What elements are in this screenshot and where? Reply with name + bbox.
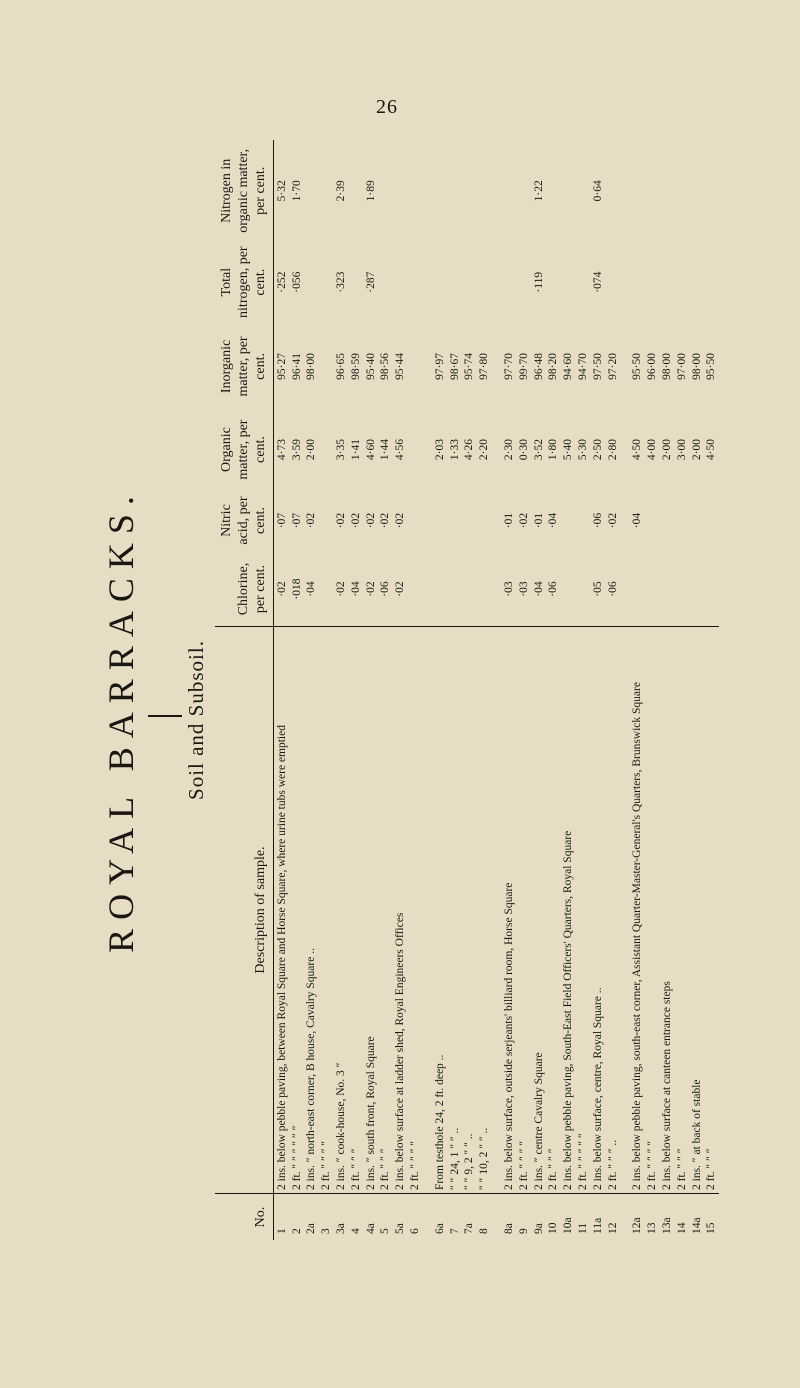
organic-nitrogen-value [304, 140, 319, 242]
organic-nitrogen-value: 1·89 [364, 180, 377, 202]
inorganic-matter-value: 95·27 [275, 353, 288, 380]
chlorine-value: ·02 [394, 581, 407, 597]
total-nitrogen-value [689, 242, 704, 323]
inorganic-matter-value: 95·50 [705, 353, 718, 380]
row-description: 2 ins. ″ centre Cavalry Square [531, 627, 546, 1194]
organic-nitrogen-value [319, 140, 334, 242]
table-row [304, 140, 319, 1240]
inorganic-matter-value: 94·70 [576, 353, 589, 380]
col-header-no: No. [215, 1194, 274, 1241]
row-description: 2 ft. ″ ″ ″ [546, 627, 561, 1194]
total-nitrogen-value: ·252 [275, 271, 288, 293]
inorganic-matter-value: 97·50 [591, 353, 604, 380]
chlorine-value: ·05 [591, 581, 604, 597]
chlorine-value: ·02 [275, 581, 288, 597]
col-header-description: Description of sample. [215, 627, 274, 1194]
organic-matter-value: 2·00 [690, 439, 703, 461]
chlorine-value [576, 552, 591, 626]
col-header-total-nitrogen: Total nitrogen, per cent. [215, 242, 274, 323]
row-description: 2 ins. ″ at back of stable [689, 627, 704, 1194]
chlorine-value [689, 552, 704, 626]
nitric-acid-value: ·04 [547, 512, 560, 529]
organic-matter-value: 3·59 [290, 439, 303, 461]
chlorine-value [674, 552, 689, 626]
row-description: 2 ins. below pebble paving, south-east corner, Assistant Quarter-Master-General's Quarters, Brunswick Square [630, 627, 645, 1194]
organic-nitrogen-value [477, 140, 492, 242]
row-number: 2 [290, 1228, 303, 1234]
organic-nitrogen-value [689, 140, 704, 242]
row-number: 8a [502, 1223, 515, 1234]
chlorine-value: ·04 [305, 581, 318, 597]
table-row [289, 140, 304, 1240]
row-description: 2 ins. below pebble paving, between Royal Square and Horse Square, where urine tubs were emptied [274, 627, 289, 1194]
nitric-acid-value [447, 489, 462, 552]
organic-matter-value: 4·26 [463, 439, 476, 461]
organic-nitrogen-value: 1·22 [532, 180, 545, 202]
nitric-acid-value: ·07 [275, 512, 288, 529]
inorganic-matter-value: 97·70 [502, 353, 515, 380]
organic-nitrogen-value [378, 140, 393, 242]
organic-nitrogen-value [630, 140, 645, 242]
organic-nitrogen-value: 5·32 [275, 180, 288, 202]
total-nitrogen-value [660, 242, 675, 323]
nitric-acid-value [477, 489, 492, 552]
nitric-acid-value [645, 489, 660, 552]
row-description: 2 ins. below surface, centre, Royal Square .. [590, 627, 605, 1194]
nitric-acid-value: ·02 [606, 512, 619, 529]
row-gap [492, 140, 502, 1240]
chlorine-value [645, 552, 660, 626]
organic-matter-value: 4·00 [646, 439, 659, 461]
table-heading: ROYAL BARRACKS. [101, 487, 141, 953]
table-row [531, 140, 546, 1240]
row-description: 2 ft. ″ ″ ″ ″ ″ [576, 627, 591, 1194]
inorganic-matter-value: 96·65 [334, 353, 347, 380]
nitric-acid-value: ·04 [631, 512, 644, 529]
organic-nitrogen-value [561, 140, 576, 242]
row-description: ″ ″ 10, 2 ″ ″ .. [477, 627, 492, 1194]
organic-matter-value: 1·80 [547, 439, 560, 461]
inorganic-matter-value: 98·56 [379, 353, 392, 380]
table-row [502, 140, 517, 1240]
nitric-acid-value: ·02 [517, 512, 530, 529]
nitric-acid-value [689, 489, 704, 552]
organic-matter-value: 4·50 [705, 439, 718, 461]
row-number: 15 [705, 1222, 718, 1234]
row-description: 2 ins. ″ north-east corner, B house, Cavalry Square .. [304, 627, 319, 1194]
total-nitrogen-value [502, 242, 517, 323]
organic-matter-value: 1·44 [379, 439, 392, 461]
nitric-acid-value: ·01 [502, 512, 515, 529]
organic-nitrogen-value [502, 140, 517, 242]
inorganic-matter-value: 96·00 [646, 353, 659, 380]
row-number: 5a [394, 1223, 407, 1234]
total-nitrogen-value [447, 242, 462, 323]
row-description: 2 ft. ″ ″ ″ [674, 627, 689, 1194]
chlorine-value: ·03 [517, 581, 530, 597]
total-nitrogen-value [630, 242, 645, 323]
row-number: 12 [606, 1222, 619, 1234]
total-nitrogen-value: ·287 [364, 271, 377, 293]
row-number: 11 [576, 1222, 589, 1234]
chlorine-value [462, 552, 477, 626]
organic-matter-value: 1·41 [349, 439, 362, 461]
chlorine-value: ·02 [334, 581, 347, 597]
chlorine-value [408, 552, 423, 626]
table-row [660, 140, 675, 1240]
nitric-acid-value [432, 489, 447, 552]
row-number: 6a [433, 1223, 446, 1234]
nitric-acid-value: ·02 [379, 512, 392, 529]
organic-nitrogen-value [576, 140, 591, 242]
row-number: 3 [320, 1228, 333, 1234]
inorganic-matter-value: 98·00 [660, 353, 673, 380]
inorganic-matter-value: 98·00 [305, 353, 318, 380]
inorganic-matter-value: 96·41 [290, 353, 303, 380]
nitric-acid-value [660, 489, 675, 552]
organic-matter-value: 4·73 [275, 439, 288, 461]
row-description: 2 ft. ″ ″ ″ ″ ″ ″ [289, 627, 304, 1194]
organic-nitrogen-value [645, 140, 660, 242]
chlorine-value [447, 552, 462, 626]
total-nitrogen-value [561, 242, 576, 323]
row-number: 10 [547, 1222, 560, 1234]
table-row [363, 140, 378, 1240]
organic-nitrogen-value: 0·64 [591, 180, 604, 202]
total-nitrogen-value [516, 242, 531, 323]
inorganic-matter-value: 99·70 [517, 353, 530, 380]
organic-matter-value: 2·50 [591, 439, 604, 461]
organic-matter-value: 1·33 [448, 439, 461, 461]
total-nitrogen-value: ·323 [334, 271, 347, 293]
table-body [274, 140, 719, 1240]
row-number: 6 [408, 1228, 421, 1234]
row-number: 11a [591, 1217, 604, 1234]
row-description: 2 ft. ″ ″ ″ [348, 627, 363, 1194]
row-number: 4 [349, 1228, 362, 1234]
total-nitrogen-value [462, 242, 477, 323]
inorganic-matter-value: 95·74 [463, 353, 476, 380]
organic-nitrogen-value [348, 140, 363, 242]
organic-matter-value: 3·35 [334, 439, 347, 461]
total-nitrogen-value [605, 242, 620, 323]
table-row [590, 140, 605, 1240]
nitric-acid-value [462, 489, 477, 552]
inorganic-matter-value: 95·44 [394, 353, 407, 380]
organic-nitrogen-value [674, 140, 689, 242]
row-description: ″ ″ 9, 2 ″ ″ .. [462, 627, 477, 1194]
inorganic-matter-value: 98·00 [690, 353, 703, 380]
organic-nitrogen-value [432, 140, 447, 242]
inorganic-matter-value: 95·40 [364, 353, 377, 380]
chlorine-value [319, 552, 334, 626]
inorganic-matter-value: 98·59 [349, 353, 362, 380]
row-description: ″ ″ 24, 1 ″ ″ .. [447, 627, 462, 1194]
organic-nitrogen-value [516, 140, 531, 242]
nitric-acid-value [319, 489, 334, 552]
organic-nitrogen-value [408, 140, 423, 242]
organic-nitrogen-value [605, 140, 620, 242]
chlorine-value: ·06 [547, 581, 560, 597]
row-number: 10a [562, 1217, 575, 1234]
chlorine-value: ·018 [290, 578, 303, 600]
row-number: 14 [675, 1222, 688, 1234]
row-gap [620, 140, 630, 1240]
organic-matter-value: 4·50 [631, 439, 644, 461]
table-row [462, 140, 477, 1240]
row-description: 2 ins. ″ south front, Royal Square [363, 627, 378, 1194]
row-number: 1 [275, 1228, 288, 1234]
row-description: 2 ft. ″ ″ ″ ″ [645, 627, 660, 1194]
row-number: 2a [305, 1223, 318, 1234]
organic-matter-value: 4·56 [394, 439, 407, 461]
inorganic-matter-value: 96·48 [532, 353, 545, 380]
row-description: 2 ft. ″ ″ ″ ″ [319, 627, 334, 1194]
col-header-inorganic-matter: Inorganic matter, per cent. [215, 323, 274, 410]
table-row [516, 140, 531, 1240]
nitric-acid-value [674, 489, 689, 552]
nitric-acid-value: ·02 [334, 512, 347, 529]
total-nitrogen-value [408, 242, 423, 323]
row-gap [422, 140, 432, 1240]
row-number: 13a [660, 1217, 673, 1234]
total-nitrogen-value: ·056 [290, 271, 303, 293]
chlorine-value: ·06 [379, 581, 392, 597]
organic-matter-value: 3·00 [675, 439, 688, 461]
nitric-acid-value: ·02 [364, 512, 377, 529]
row-number: 9a [532, 1223, 545, 1234]
row-number: 5 [379, 1228, 392, 1234]
table-row [447, 140, 462, 1240]
organic-nitrogen-value [704, 140, 719, 242]
total-nitrogen-value [348, 242, 363, 323]
row-description: 2 ft. ″ ″ ″ ″ [408, 627, 423, 1194]
row-description: 2 ft. ″ ″ ″ [704, 627, 719, 1194]
inorganic-matter-value: 94·60 [562, 353, 575, 380]
nitric-acid-value: ·02 [394, 512, 407, 529]
row-number: 7 [448, 1228, 461, 1234]
organic-nitrogen-value [447, 140, 462, 242]
header-row [215, 140, 274, 1240]
table-subheading: Soil and Subsoil. [184, 640, 208, 800]
organic-nitrogen-value: 1·70 [290, 180, 303, 202]
chlorine-value [704, 552, 719, 626]
row-number: 9 [517, 1228, 530, 1234]
table-row [561, 140, 576, 1240]
nitric-acid-value [704, 489, 719, 552]
total-nitrogen-value [378, 242, 393, 323]
chlorine-value [477, 552, 492, 626]
total-nitrogen-value [704, 242, 719, 323]
inorganic-matter-value: 98·67 [448, 353, 461, 380]
organic-matter-value: 5·30 [576, 439, 589, 461]
table-row [689, 140, 704, 1240]
row-description: 2 ins. below pebble paving, South-East Field Officers' Quarters, Royal Square [561, 627, 576, 1194]
table-row [432, 140, 447, 1240]
chlorine-value: ·06 [606, 581, 619, 597]
row-description: 2 ins. below surface at canteen entrance steps [660, 627, 675, 1194]
total-nitrogen-value [576, 242, 591, 323]
total-nitrogen-value [546, 242, 561, 323]
table-row [378, 140, 393, 1240]
organic-matter-value: 2·03 [433, 439, 446, 461]
organic-matter-value: 5·40 [562, 439, 575, 461]
row-number: 13 [646, 1222, 659, 1234]
inorganic-matter-value [319, 323, 334, 410]
inorganic-matter-value [408, 323, 423, 410]
total-nitrogen-value: ·119 [532, 271, 545, 293]
rotated-table-block [100, 100, 800, 1300]
row-number: 7a [463, 1223, 476, 1234]
inorganic-matter-value: 97·00 [675, 353, 688, 380]
nitric-acid-value: ·01 [532, 512, 545, 529]
row-description: 2 ins. below surface, outside serjeants' billiard room, Horse Square [502, 627, 517, 1194]
nitric-acid-value [576, 489, 591, 552]
row-number: 14a [690, 1217, 703, 1234]
table-row [605, 140, 620, 1240]
page-number: 26 [376, 96, 398, 118]
total-nitrogen-value [477, 242, 492, 323]
row-number: 12a [631, 1217, 644, 1234]
nitric-acid-value: ·02 [349, 512, 362, 529]
soil-analysis-table [215, 140, 719, 1240]
chlorine-value: ·03 [502, 581, 515, 597]
table-row [393, 140, 408, 1240]
col-header-chlorine: Chlorine, per cent. [215, 552, 274, 626]
row-description: 2 ft. ″ ″ ″ ″ [516, 627, 531, 1194]
table-row [645, 140, 660, 1240]
row-description: 2 ft. ″ ″ ″ [378, 627, 393, 1194]
total-nitrogen-value [674, 242, 689, 323]
organic-nitrogen-value [546, 140, 561, 242]
organic-nitrogen-value [660, 140, 675, 242]
chlorine-value: ·02 [364, 581, 377, 597]
col-header-organic-matter: Organic matter, per cent. [215, 410, 274, 489]
table-row [630, 140, 645, 1240]
table-row [274, 140, 289, 1240]
table-row [477, 140, 492, 1240]
inorganic-matter-value: 97·80 [478, 353, 491, 380]
table-row [348, 140, 363, 1240]
organic-matter-value: 2·80 [606, 439, 619, 461]
organic-matter-value: 2·20 [478, 439, 491, 461]
table-row [408, 140, 423, 1240]
table-row [674, 140, 689, 1240]
chlorine-value [432, 552, 447, 626]
total-nitrogen-value [319, 242, 334, 323]
organic-nitrogen-value [462, 140, 477, 242]
chlorine-value [660, 552, 675, 626]
chlorine-value [630, 552, 645, 626]
row-number: 4a [364, 1223, 377, 1234]
col-header-nitrogen-organic: Nitrogen in organic matter, per cent. [215, 140, 274, 242]
organic-matter-value [408, 410, 423, 489]
nitric-acid-value: ·02 [305, 512, 318, 529]
chlorine-value [561, 552, 576, 626]
chlorine-value: ·04 [532, 581, 545, 597]
nitric-acid-value [408, 489, 423, 552]
col-header-nitric-acid: Nitric acid, per cent. [215, 489, 274, 552]
row-number: 8 [478, 1228, 491, 1234]
organic-matter-value: 2·00 [660, 439, 673, 461]
organic-nitrogen-value: 2·39 [334, 180, 347, 202]
total-nitrogen-value [432, 242, 447, 323]
table-row [334, 140, 349, 1240]
inorganic-matter-value: 95·50 [631, 353, 644, 380]
heading-divider [148, 716, 182, 718]
organic-matter-value: 4·60 [364, 439, 377, 461]
table-row [704, 140, 719, 1240]
nitric-acid-value: ·06 [591, 512, 604, 529]
inorganic-matter-value: 97·97 [433, 353, 446, 380]
organic-nitrogen-value [393, 140, 408, 242]
table-row [546, 140, 561, 1240]
organic-matter-value: 0·30 [517, 439, 530, 461]
total-nitrogen-value: ·074 [591, 271, 604, 293]
row-description: 2 ft. ″ ″ ″ .. [605, 627, 620, 1194]
table-row [319, 140, 334, 1240]
inorganic-matter-value: 98·20 [547, 353, 560, 380]
row-description: From testhole 24, 2 ft. deep .. [432, 627, 447, 1194]
total-nitrogen-value [304, 242, 319, 323]
total-nitrogen-value [393, 242, 408, 323]
chlorine-value: ·04 [349, 581, 362, 597]
organic-matter-value [319, 410, 334, 489]
table-row [576, 140, 591, 1240]
organic-matter-value: 3·52 [532, 439, 545, 461]
organic-matter-value: 2·30 [502, 439, 515, 461]
row-description: 2 ins. below surface at ladder shed, Royal Engineers Offices [393, 627, 408, 1194]
organic-matter-value: 2·00 [305, 439, 318, 461]
inorganic-matter-value: 97·20 [606, 353, 619, 380]
total-nitrogen-value [645, 242, 660, 323]
nitric-acid-value [561, 489, 576, 552]
row-number: 3a [334, 1223, 347, 1234]
nitric-acid-value: ·07 [290, 512, 303, 529]
row-description: 2 ins. ″ cook-house, No. 3 ″ [334, 627, 349, 1194]
